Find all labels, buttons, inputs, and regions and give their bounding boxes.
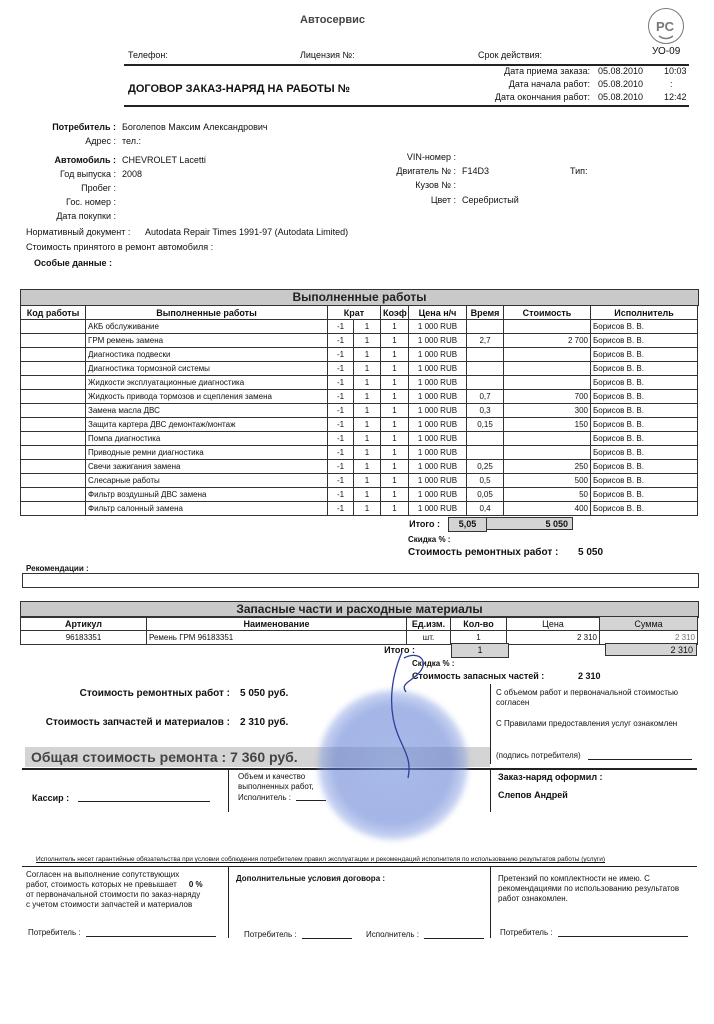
works-total-time: 5,05 <box>448 517 487 532</box>
work-krat: -1 <box>328 446 354 460</box>
work-time <box>467 348 504 362</box>
work-code <box>21 334 86 348</box>
work-time <box>467 320 504 334</box>
consumer-signature-caption: (подпись потребителя) <box>496 751 581 760</box>
work-name: ГРМ ремень замена <box>86 334 328 348</box>
date-start: 05.08.2010 <box>598 79 644 89</box>
work-name: Помпа диагностика <box>86 432 328 446</box>
repair-cost-label: Стоимость ремонтных работ : <box>408 547 559 558</box>
summary-divider <box>490 684 491 764</box>
footer-rule <box>22 866 697 867</box>
work-time: 0,5 <box>467 474 504 488</box>
footer-executor-label: Исполнитель : <box>366 930 419 939</box>
consumer-name: Боголепов Максим Александрович <box>122 122 268 132</box>
work-code <box>21 446 86 460</box>
engine-value: F14D3 <box>462 166 490 176</box>
car-value: CHEVROLET Lacetti <box>122 155 206 165</box>
work-executor: Борисов В. В. <box>591 460 698 474</box>
footer-divider-1 <box>228 866 229 938</box>
work-koef: 1 <box>354 432 381 446</box>
work-price: 1 000 RUB <box>409 460 467 474</box>
work-cost: 150 <box>504 418 591 432</box>
work-time <box>467 446 504 460</box>
work-coef: 1 <box>381 376 409 390</box>
work-krat: -1 <box>328 474 354 488</box>
work-koef: 1 <box>354 502 381 516</box>
works-total-label: Итого : <box>409 519 440 529</box>
work-code <box>21 362 86 376</box>
handwritten-signature <box>360 640 450 790</box>
col-cost: Стоимость <box>504 306 591 320</box>
quality-text: Объем и качество выполненных работ, <box>238 772 314 791</box>
col-executor: Исполнитель <box>591 306 698 320</box>
document-title: ДОГОВОР ЗАКАЗ-НАРЯД НА РАБОТЫ № <box>128 83 350 95</box>
part-sum: 2 310 <box>600 631 698 645</box>
summary-repair-label: Стоимость ремонтных работ : <box>79 688 230 699</box>
recommendations-box <box>22 573 699 588</box>
work-price: 1 000 RUB <box>409 474 467 488</box>
work-code <box>21 502 86 516</box>
work-price: 1 000 RUB <box>409 362 467 376</box>
consent-line-2 <box>26 880 203 890</box>
address-label: Адрес : <box>85 136 116 146</box>
form-code: УО-09 <box>652 46 681 57</box>
work-krat: -1 <box>328 488 354 502</box>
plate-label: Гос. номер : <box>66 197 116 207</box>
work-time: 0,4 <box>467 502 504 516</box>
work-executor: Борисов В. В. <box>591 404 698 418</box>
work-time: 0,15 <box>467 418 504 432</box>
work-cost: 250 <box>504 460 591 474</box>
col-qty: Кол-во <box>451 617 507 631</box>
work-code <box>21 404 86 418</box>
work-name: Фильтр воздушный ДВС замена <box>86 488 328 502</box>
table-row <box>21 502 698 516</box>
color-value: Серебристый <box>462 195 519 205</box>
work-price: 1 000 RUB <box>409 418 467 432</box>
consent-percent: 0 % <box>188 880 203 889</box>
work-krat: -1 <box>328 348 354 362</box>
consent-text <box>26 870 203 910</box>
work-price: 1 000 RUB <box>409 376 467 390</box>
work-coef: 1 <box>381 488 409 502</box>
work-executor: Борисов В. В. <box>591 418 698 432</box>
table-row <box>21 362 698 376</box>
company-name: Автосервис <box>300 14 365 26</box>
col-part-name: Наименование <box>147 617 407 631</box>
work-executor: Борисов В. В. <box>591 488 698 502</box>
repair-cost-value: 5 050 <box>578 547 604 558</box>
executor-signature-line[interactable] <box>296 800 326 801</box>
consumer-label: Потребитель : <box>52 122 116 132</box>
work-time <box>467 376 504 390</box>
work-coef: 1 <box>381 460 409 474</box>
table-row <box>21 631 698 645</box>
col-sum: Сумма <box>600 617 698 631</box>
work-koef: 1 <box>354 376 381 390</box>
work-code <box>21 460 86 474</box>
footer-executor-signature[interactable] <box>424 938 484 939</box>
work-coef: 1 <box>381 446 409 460</box>
work-name: Приводные ремни диагностика <box>86 446 328 460</box>
work-code <box>21 488 86 502</box>
executor-label-summary: Исполнитель : <box>238 793 291 802</box>
work-executor: Борисов В. В. <box>591 390 698 404</box>
svg-text:PC: PC <box>656 19 675 34</box>
accepted-value-label: Стоимость принятого в ремонт автомобиля : <box>26 242 214 252</box>
work-executor: Борисов В. В. <box>591 474 698 488</box>
work-code <box>21 432 86 446</box>
work-name: Фильтр салонный замена <box>86 502 328 516</box>
validity-label: Срок действия: <box>478 50 543 60</box>
table-row <box>21 460 698 474</box>
certification-logo <box>648 8 684 44</box>
work-time <box>467 362 504 376</box>
time-start: : <box>670 79 673 89</box>
work-cost <box>504 446 591 460</box>
footer-consumer-signature-2[interactable] <box>302 938 352 939</box>
parts-total-sum: 2 310 <box>605 643 697 656</box>
work-krat: -1 <box>328 460 354 474</box>
work-time: 2,7 <box>467 334 504 348</box>
work-krat: -1 <box>328 390 354 404</box>
work-code <box>21 474 86 488</box>
work-name: Диагностика подвески <box>86 348 328 362</box>
vin-label: VIN-номер : <box>406 152 456 162</box>
parts-cost-value: 2 310 <box>578 671 601 681</box>
agree-rules-text: С Правилами предоставления услуг ознакомлен <box>496 719 678 728</box>
work-price: 1 000 RUB <box>409 502 467 516</box>
work-cost: 700 <box>504 390 591 404</box>
work-cost <box>504 362 591 376</box>
work-koef: 1 <box>354 334 381 348</box>
date-received-label: Дата приема заказа: <box>504 66 590 76</box>
work-name: Замена масла ДВС <box>86 404 328 418</box>
work-name: Жидкости эксплуатационные диагностика <box>86 376 328 390</box>
color-label: Цвет : <box>430 195 456 205</box>
work-koef: 1 <box>354 446 381 460</box>
work-koef: 1 <box>354 404 381 418</box>
part-name: Ремень ГРМ 96183351 <box>147 631 407 645</box>
work-coef: 1 <box>381 502 409 516</box>
year-value: 2008 <box>122 169 143 179</box>
issued-label: Заказ-наряд оформил : <box>498 772 603 782</box>
work-cost <box>504 320 591 334</box>
work-code <box>21 348 86 362</box>
work-coef: 1 <box>381 348 409 362</box>
table-row <box>21 418 698 432</box>
issued-by: Слепов Андрей <box>498 790 568 800</box>
parts-total-label: Итого : <box>384 645 415 655</box>
agree-scope-text: С объемом работ и первоначальной стоимостью согласен <box>496 688 679 707</box>
summary-parts-value: 2 310 руб. <box>240 717 289 728</box>
work-price: 1 000 RUB <box>409 320 467 334</box>
work-price: 1 000 RUB <box>409 348 467 362</box>
mileage-label: Пробег : <box>81 183 116 193</box>
parts-discount-label: Скидка % : <box>412 659 455 668</box>
work-koef: 1 <box>354 362 381 376</box>
works-discount-label: Скидка % : <box>408 535 451 544</box>
footer-divider-2 <box>490 866 491 938</box>
work-code <box>21 320 86 334</box>
work-cost <box>504 348 591 362</box>
work-koef: 1 <box>354 418 381 432</box>
work-executor: Борисов В. В. <box>591 334 698 348</box>
work-price: 1 000 RUB <box>409 488 467 502</box>
special-data-label: Особые данные : <box>34 258 113 268</box>
table-row <box>21 474 698 488</box>
work-cost: 2 700 <box>504 334 591 348</box>
table-row <box>21 334 698 348</box>
footer-consumer-signature-3[interactable] <box>558 936 688 937</box>
work-executor: Борисов В. В. <box>591 446 698 460</box>
footer-consumer-label-2: Потребитель : <box>244 930 297 939</box>
work-name: Свечи зажигания замена <box>86 460 328 474</box>
table-row <box>21 390 698 404</box>
cashier-signature-line[interactable] <box>78 801 210 802</box>
engine-label: Двигатель № : <box>396 166 456 176</box>
type-label: Тип: <box>570 166 588 176</box>
work-koef: 1 <box>354 488 381 502</box>
work-executor: Борисов В. В. <box>591 376 698 390</box>
consent-line-3: от первоначальной стоимости по заказ-наряду <box>26 890 201 899</box>
work-coef: 1 <box>381 418 409 432</box>
additional-conditions-label: Дополнительные условия договора : <box>236 874 386 883</box>
work-code <box>21 390 86 404</box>
footer-consumer-label-1: Потребитель : <box>28 928 81 937</box>
work-time <box>467 432 504 446</box>
table-row <box>21 488 698 502</box>
consent-line-2-text: работ, стоимость которых не превышает <box>26 880 177 889</box>
address-value: тел.: <box>122 136 141 146</box>
time-received: 10:03 <box>664 66 687 76</box>
recommendations-label: Рекомендации : <box>26 564 89 573</box>
summary-parts-label: Стоимость запчастей и материалов : <box>45 717 230 728</box>
work-coef: 1 <box>381 334 409 348</box>
consumer-signature-line[interactable] <box>588 759 692 760</box>
work-coef: 1 <box>381 320 409 334</box>
table-row <box>21 404 698 418</box>
work-time: 0,25 <box>467 460 504 474</box>
work-name: Жидкость привода тормозов и сцепления замена <box>86 390 328 404</box>
part-unit: шт. <box>407 631 451 645</box>
part-qty: 1 <box>451 631 507 645</box>
time-end: 12:42 <box>664 92 687 102</box>
normative-value: Autodata Repair Times 1991-97 (Autodata Limited) <box>145 227 349 237</box>
work-krat: -1 <box>328 376 354 390</box>
table-row <box>21 446 698 460</box>
work-cost: 50 <box>504 488 591 502</box>
work-krat: -1 <box>328 418 354 432</box>
work-cost <box>504 376 591 390</box>
consent-line-4: с учетом стоимости запчастей и материалов <box>26 900 193 909</box>
parts-section-title: Запасные части и расходные материалы <box>20 601 699 618</box>
work-code <box>21 376 86 390</box>
work-koef: 1 <box>354 460 381 474</box>
col-krat: Крат <box>328 306 381 320</box>
work-name: АКБ обслуживание <box>86 320 328 334</box>
work-executor: Борисов В. В. <box>591 362 698 376</box>
work-cost: 500 <box>504 474 591 488</box>
work-koef: 1 <box>354 320 381 334</box>
work-koef: 1 <box>354 390 381 404</box>
work-executor: Борисов В. В. <box>591 348 698 362</box>
date-end: 05.08.2010 <box>598 92 644 102</box>
col-unit: Ед.изм. <box>407 617 451 631</box>
phone-label: Телефон: <box>128 50 168 60</box>
col-part-price: Цена <box>507 617 600 631</box>
work-name: Слесарные работы <box>86 474 328 488</box>
date-received: 05.08.2010 <box>598 66 644 76</box>
car-label: Автомобиль : <box>54 155 116 165</box>
body-label: Кузов № : <box>415 180 456 190</box>
summary-divider-2 <box>228 770 229 812</box>
warranty-text: Исполнитель несет гарантийные обязательства при условии соблюдения потребителем правил эксплуатации и рекомендаций исполнителя по использованию результатов работы (услуги) <box>36 856 606 863</box>
work-executor: Борисов В. В. <box>591 432 698 446</box>
license-label: Лицензия №: <box>300 50 355 60</box>
table-row <box>21 320 698 334</box>
work-coef: 1 <box>381 404 409 418</box>
header-rule-bottom <box>124 105 689 107</box>
col-code: Код работы <box>21 306 86 320</box>
work-cost: 400 <box>504 502 591 516</box>
work-coef: 1 <box>381 390 409 404</box>
normative-label: Нормативный документ : <box>26 227 131 237</box>
work-name: Защита картера ДВС демонтаж/монтаж <box>86 418 328 432</box>
work-price: 1 000 RUB <box>409 446 467 460</box>
work-price: 1 000 RUB <box>409 390 467 404</box>
work-price: 1 000 RUB <box>409 432 467 446</box>
works-table <box>20 305 698 516</box>
col-price: Цена н/ч <box>409 306 467 320</box>
work-price: 1 000 RUB <box>409 334 467 348</box>
table-row <box>21 432 698 446</box>
part-price: 2 310 <box>507 631 600 645</box>
work-koef: 1 <box>354 474 381 488</box>
parts-cost-label: Стоимость запасных частей : <box>412 671 545 681</box>
work-executor: Борисов В. В. <box>591 502 698 516</box>
table-row <box>21 348 698 362</box>
footer-consumer-label-3: Потребитель : <box>500 928 553 937</box>
work-time: 0,05 <box>467 488 504 502</box>
works-total-cost: 5 050 <box>486 517 573 530</box>
work-coef: 1 <box>381 432 409 446</box>
work-cost <box>504 432 591 446</box>
work-name: Диагностика тормозной системы <box>86 362 328 376</box>
table-row <box>21 376 698 390</box>
work-coef: 1 <box>381 474 409 488</box>
work-coef: 1 <box>381 362 409 376</box>
work-executor: Борисов В. В. <box>591 320 698 334</box>
work-cost: 300 <box>504 404 591 418</box>
parts-table <box>20 616 698 645</box>
works-section-title: Выполненные работы <box>20 289 699 306</box>
part-article: 96183351 <box>21 631 147 645</box>
purchase-date-label: Дата покупки : <box>56 211 116 221</box>
work-code <box>21 418 86 432</box>
work-krat: -1 <box>328 334 354 348</box>
year-label: Год выпуска : <box>60 169 116 179</box>
date-start-label: Дата начала работ: <box>508 79 590 89</box>
work-krat: -1 <box>328 320 354 334</box>
summary-divider-3 <box>490 770 491 812</box>
work-krat: -1 <box>328 362 354 376</box>
summary-repair-value: 5 050 руб. <box>240 688 289 699</box>
footer-consumer-signature-1[interactable] <box>86 936 216 937</box>
work-time: 0,7 <box>467 390 504 404</box>
col-article: Артикул <box>21 617 147 631</box>
work-krat: -1 <box>328 404 354 418</box>
consent-line-1: Согласен на выполнение сопутствующих <box>26 870 180 879</box>
work-time: 0,3 <box>467 404 504 418</box>
work-price: 1 000 RUB <box>409 404 467 418</box>
col-koef: Коэф <box>381 306 409 320</box>
parts-total-qty: 1 <box>451 643 509 658</box>
cashier-label: Кассир : <box>32 793 70 803</box>
work-krat: -1 <box>328 432 354 446</box>
work-koef: 1 <box>354 348 381 362</box>
date-end-label: Дата окончания работ: <box>494 92 590 102</box>
claims-text: Претензий по комплектности не имею. С рекомендациями по использованию результатов работ ознакомлен. <box>498 874 680 903</box>
col-time: Время <box>467 306 504 320</box>
col-work-name: Выполненные работы <box>86 306 328 320</box>
work-krat: -1 <box>328 502 354 516</box>
total-repair-cost: Общая стоимость ремонта : 7 360 руб. <box>25 747 490 767</box>
